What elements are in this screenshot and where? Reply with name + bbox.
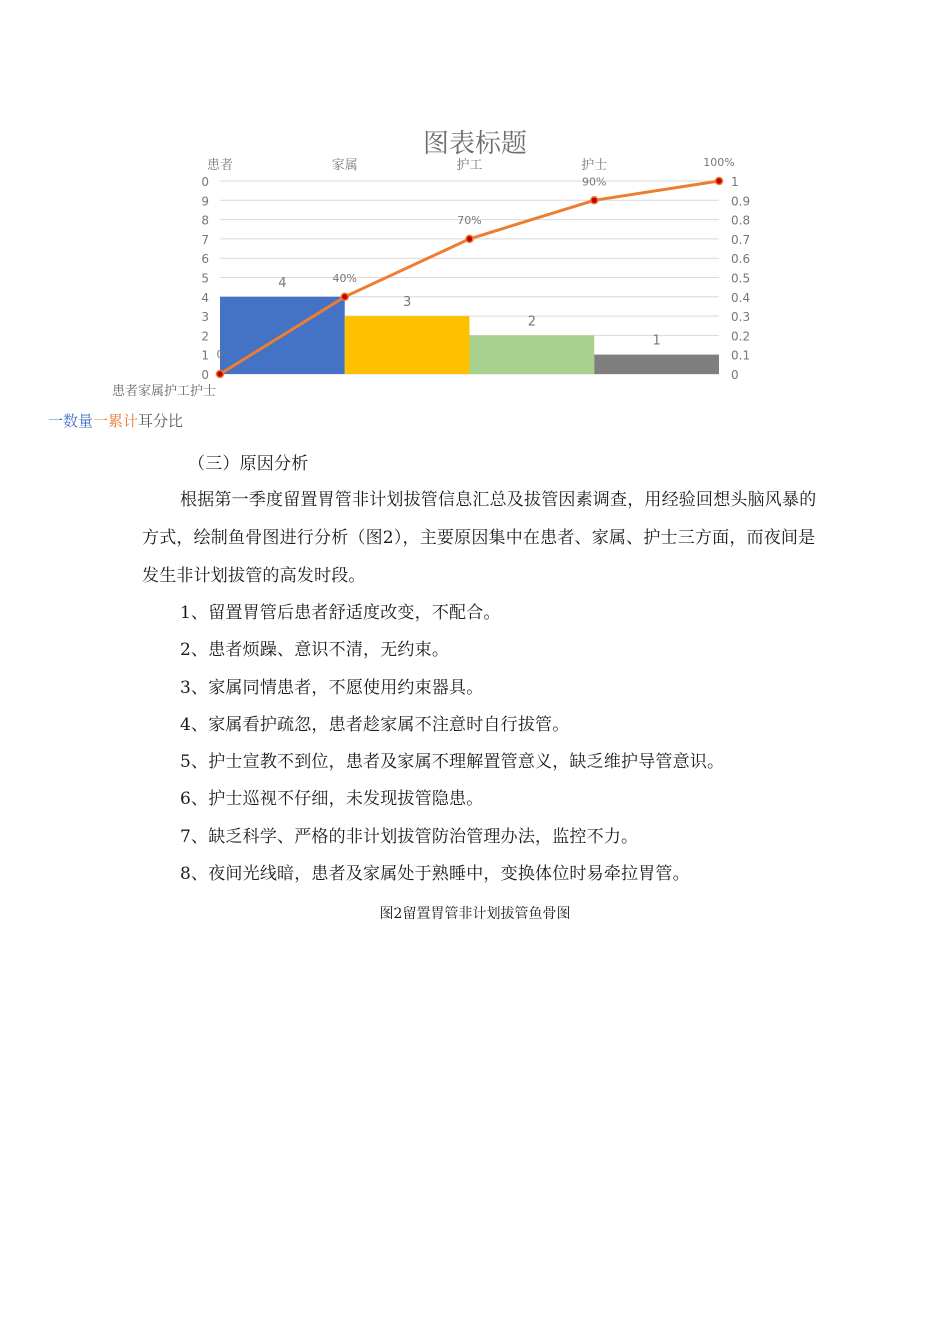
- y-right-tick-label: 0.9: [731, 194, 751, 209]
- cause-item-5: 5、护士宣教不到位，患者及家属不理解置管意义，缺乏维护导管意识。: [180, 752, 725, 772]
- y-left-tick-label: 4: [201, 290, 209, 305]
- category-axis-text: 患者家属护工护士: [112, 384, 217, 399]
- y-right-tick-label: 0.8: [731, 213, 751, 228]
- cumulative-point-label: 90%: [582, 175, 607, 189]
- cumulative-point: [341, 293, 348, 300]
- bar-data-label: 4: [278, 275, 287, 291]
- cumulative-point: [217, 371, 224, 378]
- top-axis-label: 护工: [456, 158, 483, 173]
- bar-护工: [470, 335, 595, 374]
- bar-家属: [345, 316, 470, 374]
- cause-item-4: 4、家属看护疏忽，患者趁家属不注意时自行拔管。: [180, 715, 570, 735]
- chart-title: 图表标题: [422, 129, 528, 159]
- pareto-chart: [0, 0, 950, 440]
- y-right-tick-label: 0.1: [731, 348, 751, 363]
- y-right-tick-label: 0.5: [731, 271, 751, 286]
- cause-item-2: 2、患者烦躁、意识不清，无约束。: [180, 640, 450, 660]
- y-left-tick-label: 0: [201, 175, 209, 189]
- y-left-tick-label: 9: [201, 194, 209, 209]
- bar-护士: [594, 355, 719, 374]
- cumulative-point-label: 40%: [332, 271, 357, 285]
- cause-item-3: 3、家属同情患者，不愿使用约束器具。: [180, 678, 484, 698]
- y-left-tick-label: 3: [201, 310, 209, 325]
- bar-data-label: 3: [402, 295, 412, 311]
- y-right-tick-label: 1: [731, 175, 739, 189]
- cumulative-point-label: 0: [216, 348, 224, 361]
- chart-legend: [48, 410, 183, 431]
- y-right-tick-label: 0.4: [731, 290, 751, 305]
- legend-item-cumulative: 一累计: [93, 412, 139, 430]
- y-right-tick-label: 0.7: [731, 232, 751, 247]
- y-right-tick-label: 0.3: [731, 310, 751, 325]
- cause-item-8: 8、夜间光线暗，患者及家属处于熟睡中，变换体位时易牵拉胃管。: [180, 864, 690, 884]
- bar-data-label: 1: [652, 333, 661, 349]
- y-left-tick-label: 7: [201, 232, 209, 247]
- y-left-tick-label: 6: [201, 252, 209, 267]
- cumulative-point: [716, 178, 723, 185]
- top-axis-label: 护士: [581, 158, 608, 173]
- cumulative-point-label: 100%: [703, 156, 735, 169]
- y-left-tick-label: 2: [201, 329, 209, 344]
- cause-item-1: 1、留置胃管后患者舒适度改变，不配合。: [180, 603, 501, 623]
- legend-item-rest: 耳分比: [138, 412, 184, 430]
- cumulative-point-label: 70%: [457, 213, 482, 227]
- cumulative-point: [591, 197, 598, 204]
- figure-caption: 图2留置胃管非计划拔管鱼骨图: [379, 906, 571, 922]
- cause-item-6: 6、护士巡视不仔细，未发现拔管隐患。: [180, 789, 484, 809]
- top-axis-label: 家属: [331, 158, 358, 173]
- legend-item-count: 一数量: [48, 412, 94, 430]
- y-right-tick-label: 0.2: [731, 329, 751, 344]
- y-left-tick-label: 0: [201, 368, 209, 382]
- y-right-tick-label: 0: [731, 368, 739, 382]
- intro-paragraph-line-2: 方式，绘制鱼骨图进行分析（图2），主要原因集中在患者、家属、护士三方面，而夜间是: [142, 528, 816, 548]
- cause-item-7: 7、缺乏科学、严格的非计划拔管防治管理办法，监控不力。: [180, 827, 639, 847]
- bar-data-label: 2: [527, 314, 537, 330]
- cumulative-point: [466, 235, 473, 242]
- y-left-tick-label: 1: [201, 348, 209, 363]
- pareto-chart-svg: [0, 0, 950, 410]
- y-left-tick-label: 5: [201, 271, 209, 286]
- section-heading: （三）原因分析: [188, 454, 309, 474]
- y-right-tick-label: 0.6: [731, 252, 751, 267]
- intro-paragraph-line-1: 根据第一季度留置胃管非计划拔管信息汇总及拔管因素调查，用经验回想头脑风暴的: [180, 490, 817, 510]
- y-left-tick-label: 8: [201, 213, 209, 228]
- top-axis-label: 患者: [206, 158, 234, 173]
- intro-paragraph-line-3: 发生非计划拔管的高发时段。: [142, 566, 366, 586]
